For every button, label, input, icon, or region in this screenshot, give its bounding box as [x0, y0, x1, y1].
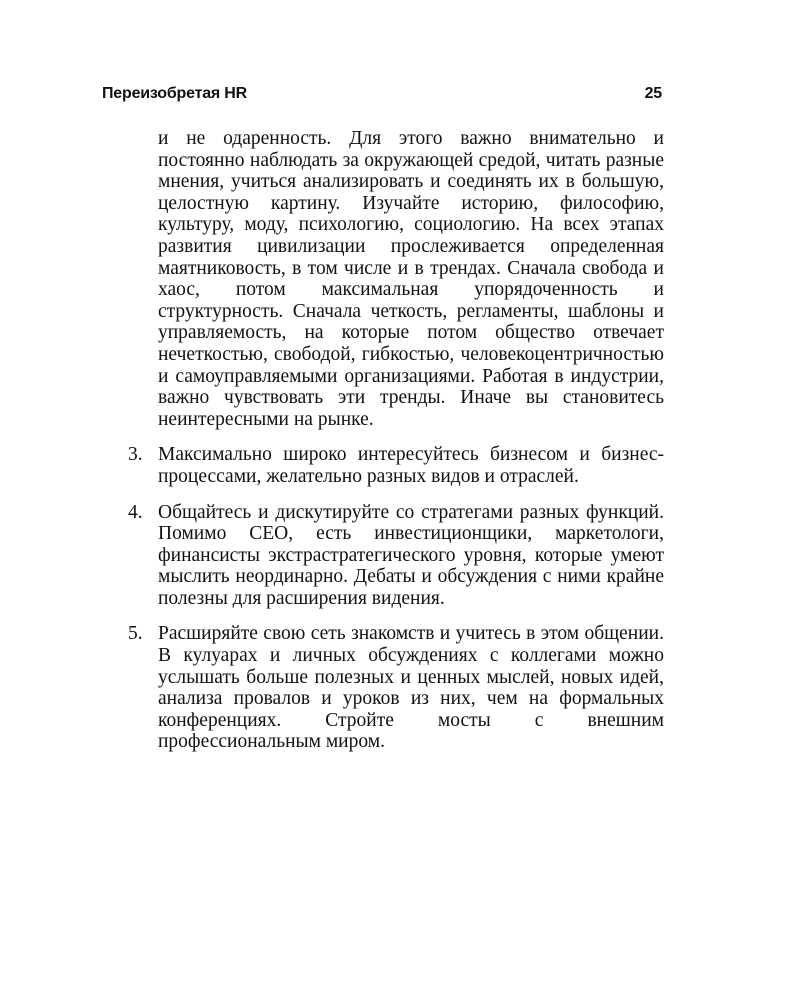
- running-head: [102, 80, 662, 108]
- list-item: [128, 502, 664, 610]
- list-item-text: Общайтесь и дискутируйте со стратегами разных функций. Помимо CEO, есть инвестиционщики, маркетологи, финансисты экстрастратегического уровня, которые умеют мыслить неординарно. Дебаты и обсуждения с ними крайне полезны для расширения видения.: [158, 501, 664, 609]
- book-title: Переизобретая HR: [102, 85, 248, 102]
- continued-paragraph: и не одаренность. Для этого важно внимательно и постоянно наблюдать за окружающей средой, читать разные мнения, учиться анализировать и соединять их в большую, целостную картину. Изучайте историю, философию, культуру, моду, психологию, социологию. На всех этапах развития цивилизации прослеживается определенная маятниковость, в том числе и в трендах. Сначала свобода и хаос, потом максимальная упорядоченность и структурность. Сначала четкость, регламенты, шаблоны и управляемость, на которые потом общество отвечает нечеткостью, свободой, гибкостью, человекоцентричностью и самоуправляемыми организациями. Работая в индустрии, важно чувствовать эти тренды. Иначе вы становитесь неинтересными на рынке.: [158, 128, 664, 430]
- page-number: 25: [644, 85, 662, 102]
- list-item-number: 3.: [128, 444, 143, 466]
- page-body: [128, 128, 664, 753]
- list-item: [128, 444, 664, 487]
- list-item-number: 4.: [128, 501, 143, 523]
- list-item-text: Максимально широко интересуйтесь бизнесом и бизнес-процессами, желательно разных видов и отраслей.: [158, 444, 664, 487]
- list-item: [128, 623, 664, 753]
- list-item-text: Расширяйте свою сеть знакомств и учитесь в этом общении. В кулуарах и личных обсуждениях с коллегами можно услышать больше полезных и ценных мыслей, новых идей, анализа провалов и уроков из них, чем на формальных конференциях. Стройте мосты с внешним профессиональным миром.: [158, 623, 664, 753]
- list-item-number: 5.: [128, 623, 143, 645]
